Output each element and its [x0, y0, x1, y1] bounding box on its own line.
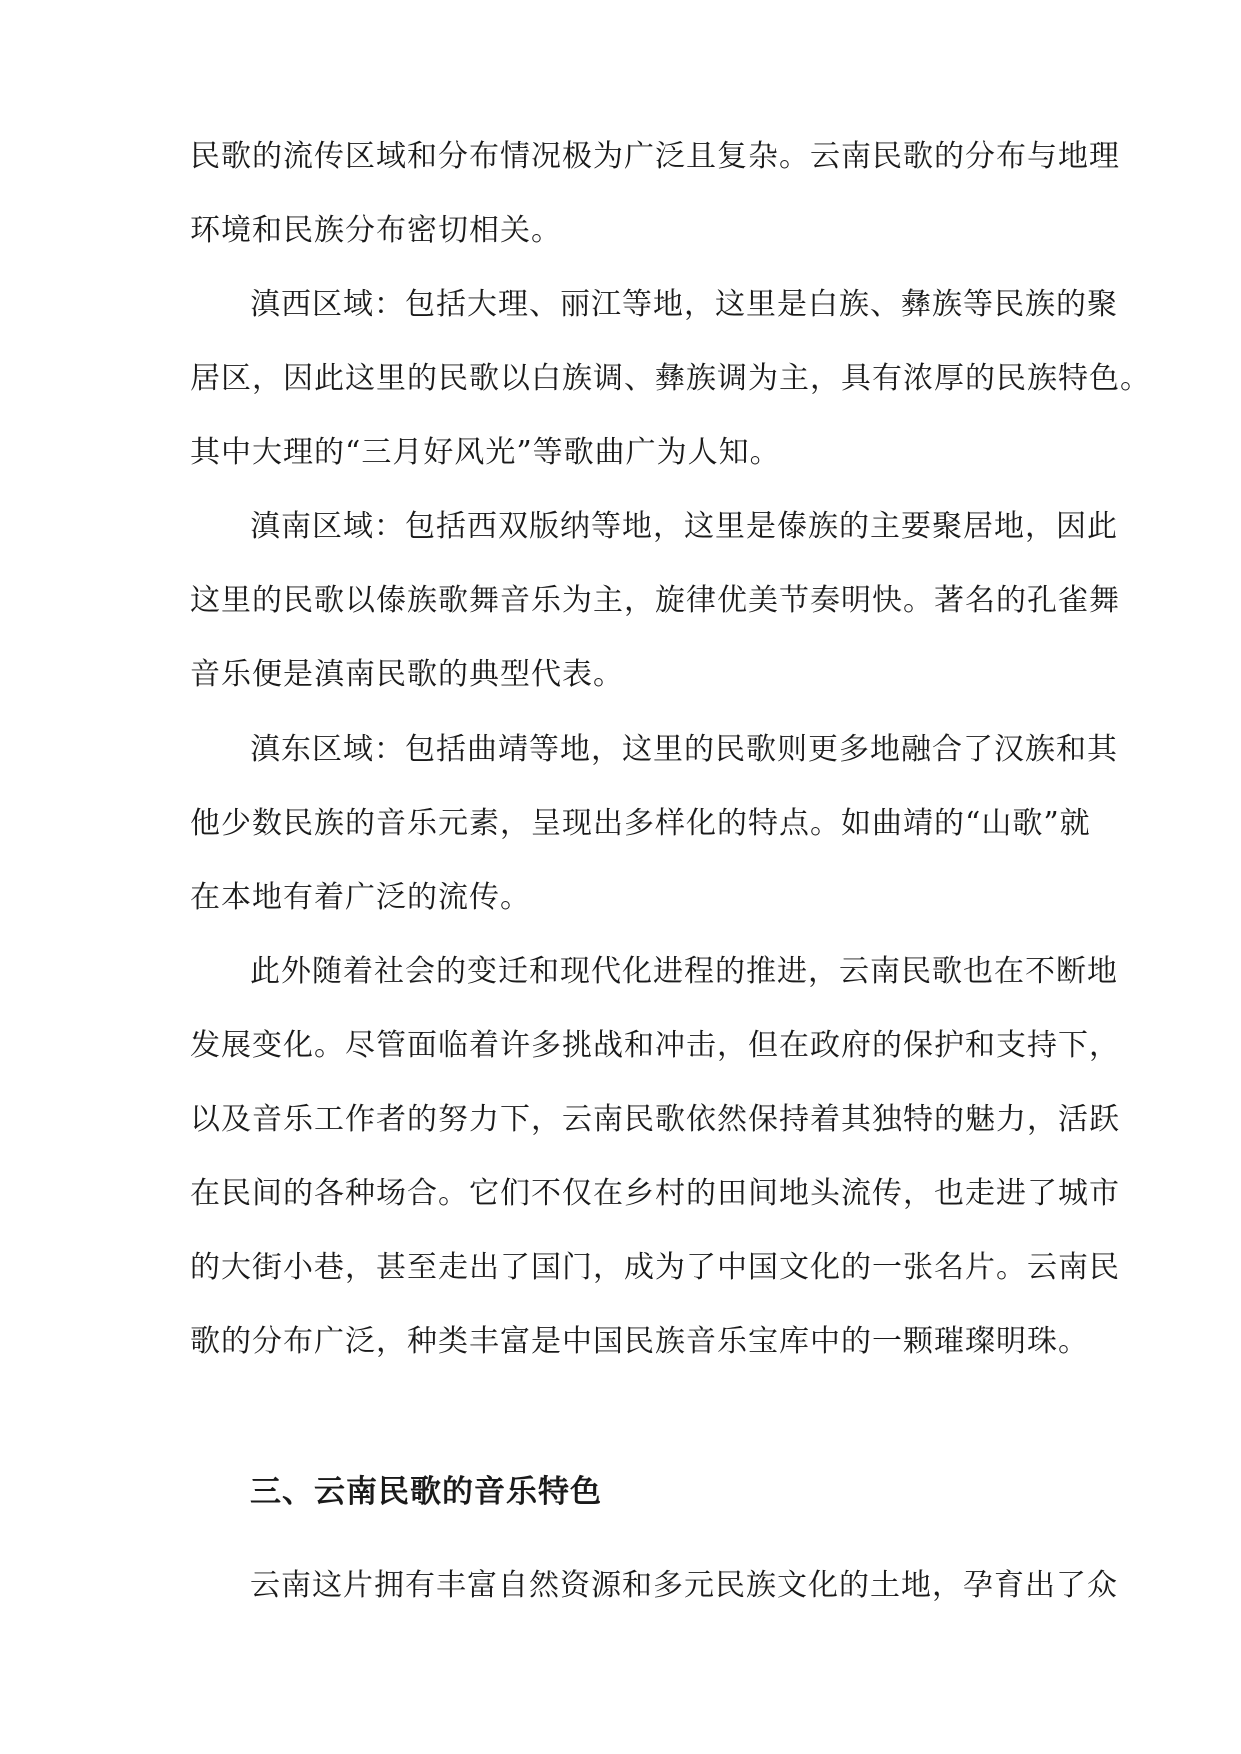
paragraph-1-line-2: 环境和民族分布密切相关。: [190, 213, 562, 248]
paragraph-2-line-2: 居区，因此这里的民歌以白族调、彝族调为主，具有浓厚的民族特色。: [190, 361, 1151, 396]
paragraph-5-line-6: 歌的分布广泛，种类丰富是中国民族音乐宝库中的一颗璀璨明珠。: [190, 1324, 1089, 1359]
paragraph-1-line-1: 民歌的流传区域和分布情况极为广泛且复杂。云南民歌的分布与地理: [190, 139, 1120, 174]
paragraph-4-line-2: 他少数民族的音乐元素，呈现出多样化的特点。如曲靖的“山歌”就: [190, 806, 1091, 841]
section-heading: 三、云南民歌的音乐特色: [250, 1474, 602, 1510]
paragraph-4-line-3: 在本地有着广泛的流传。: [190, 880, 531, 915]
paragraph-5-line-2: 发展变化。尽管面临着许多挑战和冲击，但在政府的保护和支持下，: [190, 1028, 1120, 1063]
paragraph-3-line-3: 音乐便是滇南民歌的典型代表。: [190, 657, 624, 692]
paragraph-2-line-3: 其中大理的“三月好风光”等歌曲广为人知。: [190, 435, 781, 470]
paragraph-5-line-4: 在民间的各种场合。它们不仅在乡村的田间地头流传，也走进了城市: [190, 1176, 1120, 1211]
closing-paragraph-line-1: 云南这片拥有丰富自然资源和多元民族文化的土地，孕育出了众: [250, 1568, 1118, 1603]
paragraph-5-line-1: 此外随着社会的变迁和现代化进程的推进，云南民歌也在不断地: [250, 954, 1118, 989]
paragraph-3-line-1: 滇南区域：包括西双版纳等地，这里是傣族的主要聚居地，因此: [250, 509, 1118, 544]
paragraph-5-line-3: 以及音乐工作者的努力下，云南民歌依然保持着其独特的魅力，活跃: [190, 1102, 1120, 1137]
paragraph-3-line-2: 这里的民歌以傣族歌舞音乐为主，旋律优美节奏明快。著名的孔雀舞: [190, 583, 1120, 618]
paragraph-5-line-5: 的大街小巷，甚至走出了国门，成为了中国文化的一张名片。云南民: [190, 1250, 1120, 1285]
paragraph-4-line-1: 滇东区域：包括曲靖等地，这里的民歌则更多地融合了汉族和其: [250, 732, 1118, 767]
paragraph-2-line-1: 滇西区域：包括大理、丽江等地，这里是白族、彝族等民族的聚: [250, 287, 1118, 322]
